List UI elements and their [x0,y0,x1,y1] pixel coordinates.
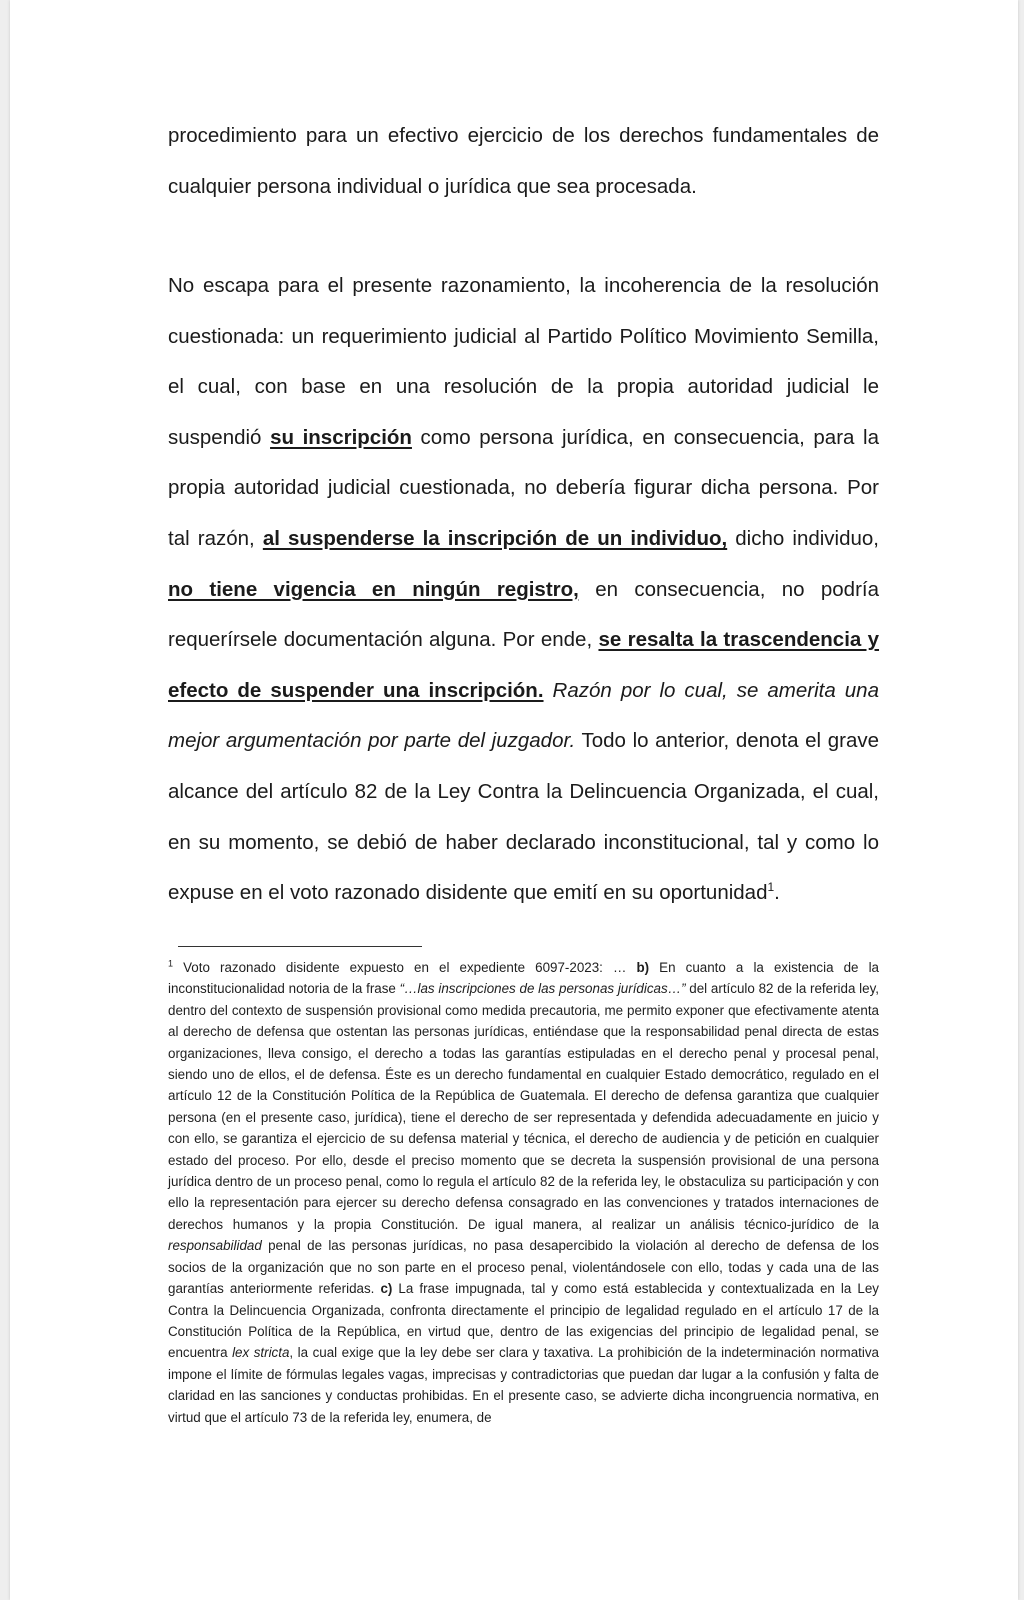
italic-phrase-argumentacion: Razón por lo cual, se amerita una mejor argumentación por parte del juzgador. [168,678,879,753]
underlined-phrase-trascendencia: se resalta la trascendencia y efecto de suspender una inscripción. [168,628,880,702]
footnote-text: penal de las personas jurídicas, no pasa desapercibido la violación al derecho de defensa de los socios de la organización que no son parte en el proceso penal, violentándosele con ello, todas y cada una de las garantías anteriormente referidas. [168,1238,879,1297]
paragraph-2-text: No escapa para el presente razonamiento, la incoherencia de la resolución cuestionada: un requerimiento judicial al Partido Político Movimiento Semilla, el cual, con base en una resolución de la propia autoridad judicial le suspendió [168,274,879,449]
document-page [10,0,1018,1600]
footnote-separator [178,946,422,947]
underlined-phrase-su-inscripcion: su inscripción [270,425,412,449]
paragraph-2 [168,261,879,919]
footnote-reference[interactable]: 1 [767,880,775,895]
paragraph-1 [168,111,879,212]
paragraph-2-text: . [774,881,780,905]
footnote-text: Voto razonado disidente expuesto en el expediente 6097-2023: … [173,960,637,975]
paragraph-1-text: procedimiento para un efectivo ejercicio de los derechos fundamentales de cualquier persona individual o jurídica que sea procesada. [168,124,879,198]
paragraph-2-text: como persona jurídica, en consecuencia, para la propia autoridad judicial cuestionada, no debería figurar dicha persona. Por tal razón, [168,425,879,550]
paragraph-2-text [544,679,553,702]
footnote-quoted-phrase: “…las inscripciones de las personas jurídicas…” [399,981,686,997]
footnote-marker: 1 [168,958,174,969]
footnote-italic-term: responsabilidad [168,1238,262,1254]
paragraph-2-text: dicho individuo, [727,526,879,550]
footnote-text: , la cual exige que la ley debe ser clara y taxativa. La prohibición de la indeterminación normativa impone el límite de fórmulas legales vagas, imprecisas y contradictorias que puedan dar lugar a la confusión y falta de claridad en las sanciones y conductas prohibidas. En el presente caso, se advierte dicha incongruencia normativa, en virtud que el artículo 73 de la referida ley, enumera, de [168,1345,879,1425]
footnote-1 [168,957,879,1428]
footnote-point-c: c) [380,1281,393,1297]
underlined-phrase-suspenderse: al suspenderse la inscripción de un individuo, [262,526,728,550]
footnote-text: La frase impugnada, tal y como está establecida y contextualizada en la Ley Contra la Delincuencia Organizada, confronta directamente el principio de legalidad regulado en el artículo 17 de la Constitución Política de la República, en virtud que, dentro de las exigencias del principio de legalidad penal, se encuentra [168,1281,879,1361]
footnote-text: En cuanto a la existencia de la inconstitucionalidad notoria de la frase [168,960,879,997]
footnote-text: del artículo 82 de la referida ley, dentro del contexto de suspensión provisional como medida precautoria, me permito exponer que efectivamente atenta al derecho de defensa que ostentan las personas jurídicas, entiéndase que la responsabilidad penal directa de estas organizaciones, lleva consigo, el derecho a todas las garantías estipuladas en el derecho penal y procesal penal, siendo uno de ellos, el de defensa. Éste es un derecho fundamental en cualquier Estado democrático, regulado en el artículo 12 de la Constitución Política de la República de Guatemala. El derecho de defensa garantiza que cualquier persona (en el presente caso, jurídica), tiene el derecho de ser representada y defendida adecuadamente en juicio y con ello, se garantiza el ejercicio de su defensa material y técnica, el derecho de audiencia y de petición en cualquier estado del proceso. Por ello, desde el preciso momento que se decreta la suspensión provisional de una persona jurídica dentro de un proceso penal, como lo regula el artículo 82 de la referida ley, le obstaculiza su participación y con ello la representación para ejercer su derecho defensa consagrado en las convenciones y tratados internaciones de derechos humanos y la propia Constitución. De igual manera, al realizar un análisis técnico-jurídico de la [168,981,880,1232]
paragraph-2-text: Todo lo anterior, denota el grave alcance del artículo 82 de la Ley Contra la Delincuencia Organizada, el cual, en su momento, se debió de haber declarado inconstitucional, tal y como lo expuse en el voto razonado disidente que emití en su oportunidad [168,729,879,905]
paragraph-2-text: en consecuencia, no podría requerírsele documentación alguna. Por ende, [168,577,879,652]
footnote-point-b: b) [636,960,650,975]
underlined-phrase-no-vigencia: no tiene vigencia en ningún registro, [168,577,579,601]
footnote-italic-term: lex stricta [232,1345,290,1361]
